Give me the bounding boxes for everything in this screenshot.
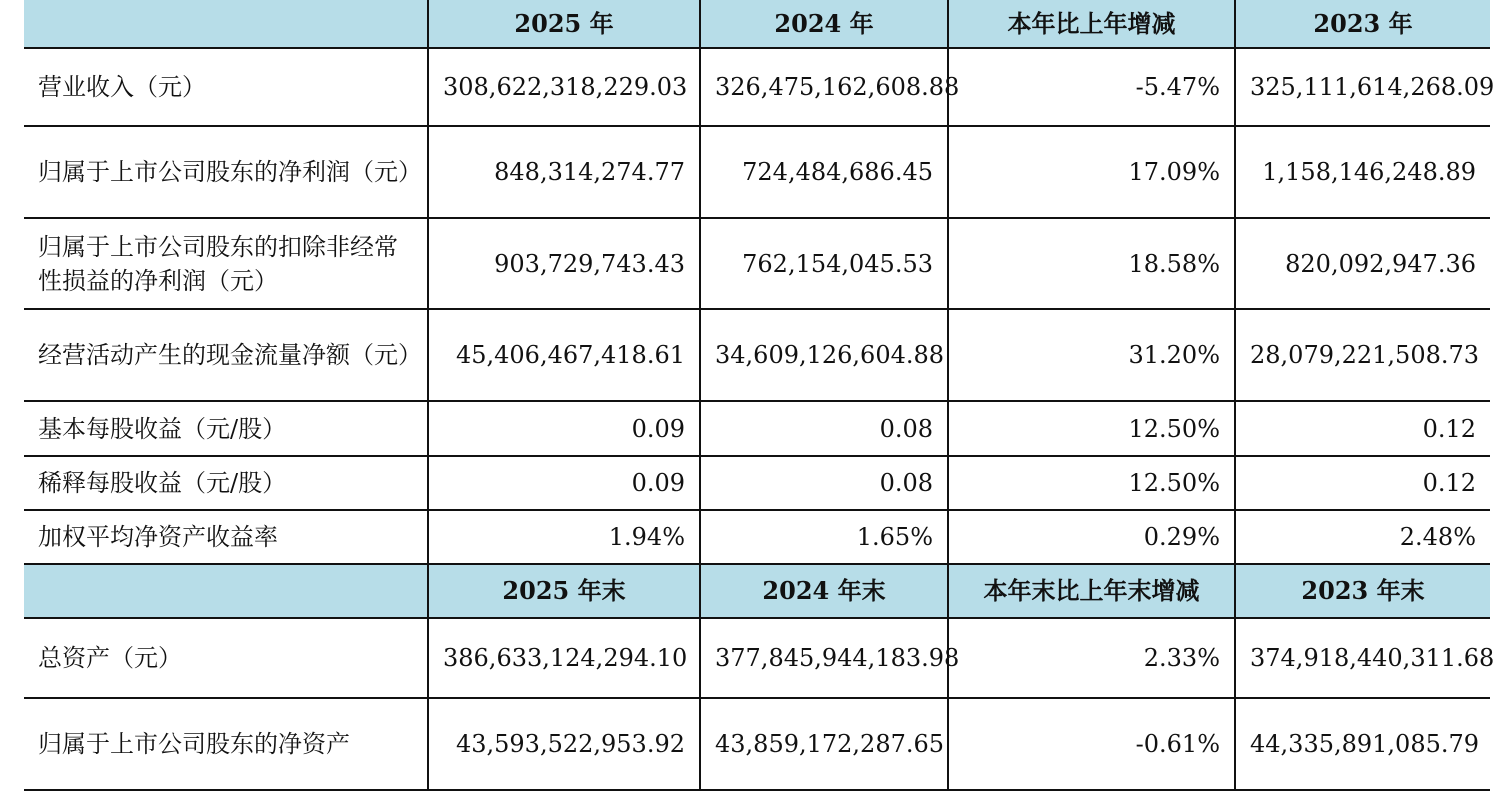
header-col-2024-end: 2024 年末 <box>700 564 948 618</box>
cell-2025: 43,593,522,953.92 <box>428 698 700 790</box>
row-label: 经营活动产生的现金流量净额（元） <box>24 309 428 401</box>
header-row-end <box>24 564 1490 618</box>
table-row <box>24 698 1490 790</box>
row-label: 归属于上市公司股东的净资产 <box>24 698 428 790</box>
financial-summary-table <box>24 0 1495 791</box>
cell-2023: 1,158,146,248.89 <box>1235 126 1490 218</box>
table-row <box>24 618 1490 698</box>
row-label: 总资产（元） <box>24 618 428 698</box>
row-label: 归属于上市公司股东的净利润（元） <box>24 126 428 218</box>
header-col-2025: 2025 年 <box>428 0 700 48</box>
cell-change: -5.47% <box>948 48 1235 126</box>
row-label: 营业收入（元） <box>24 48 428 126</box>
header-row-current <box>24 0 1490 48</box>
header-blank-cell <box>24 564 428 618</box>
row-label: 稀释每股收益（元/股） <box>24 456 428 510</box>
cell-2023: 44,335,891,085.79 <box>1235 698 1490 790</box>
header-col-2023-end: 2023 年末 <box>1235 564 1490 618</box>
cell-2023: 0.12 <box>1235 401 1490 456</box>
cell-2025: 45,406,467,418.61 <box>428 309 700 401</box>
financial-summary-table-wrapper <box>24 0 1495 791</box>
cell-change: 2.33% <box>948 618 1235 698</box>
table-row <box>24 510 1490 564</box>
cell-2025: 0.09 <box>428 456 700 510</box>
cell-change: -0.61% <box>948 698 1235 790</box>
cell-2023: 820,092,947.36 <box>1235 218 1490 309</box>
header-col-change-end: 本年末比上年末增减 <box>948 564 1235 618</box>
cell-2023: 325,111,614,268.09 <box>1235 48 1490 126</box>
cell-change: 12.50% <box>948 401 1235 456</box>
cell-2024: 0.08 <box>700 456 948 510</box>
cell-2024: 1.65% <box>700 510 948 564</box>
cell-change: 18.58% <box>948 218 1235 309</box>
table-row <box>24 48 1490 126</box>
cell-2024: 762,154,045.53 <box>700 218 948 309</box>
row-label: 归属于上市公司股东的扣除非经常性损益的净利润（元） <box>24 218 428 309</box>
cell-2025: 903,729,743.43 <box>428 218 700 309</box>
header-col-2025-end: 2025 年末 <box>428 564 700 618</box>
row-label: 加权平均净资产收益率 <box>24 510 428 564</box>
header-col-change: 本年比上年增减 <box>948 0 1235 48</box>
cell-2023: 2.48% <box>1235 510 1490 564</box>
cell-change: 17.09% <box>948 126 1235 218</box>
table-row <box>24 126 1490 218</box>
table-row <box>24 401 1490 456</box>
cell-2023: 28,079,221,508.73 <box>1235 309 1490 401</box>
cell-2025: 308,622,318,229.03 <box>428 48 700 126</box>
cell-change: 31.20% <box>948 309 1235 401</box>
cell-2023: 0.12 <box>1235 456 1490 510</box>
header-col-2024: 2024 年 <box>700 0 948 48</box>
table-row <box>24 218 1490 309</box>
cell-2024: 43,859,172,287.65 <box>700 698 948 790</box>
header-col-2023: 2023 年 <box>1235 0 1490 48</box>
cell-2024: 0.08 <box>700 401 948 456</box>
cell-2024: 34,609,126,604.88 <box>700 309 948 401</box>
cell-2024: 326,475,162,608.88 <box>700 48 948 126</box>
header-blank-cell <box>24 0 428 48</box>
cell-2025: 1.94% <box>428 510 700 564</box>
cell-2025: 386,633,124,294.10 <box>428 618 700 698</box>
cell-2024: 377,845,944,183.98 <box>700 618 948 698</box>
cell-change: 12.50% <box>948 456 1235 510</box>
table-row <box>24 309 1490 401</box>
table-row <box>24 456 1490 510</box>
cell-change: 0.29% <box>948 510 1235 564</box>
row-label: 基本每股收益（元/股） <box>24 401 428 456</box>
cell-2024: 724,484,686.45 <box>700 126 948 218</box>
cell-2025: 848,314,274.77 <box>428 126 700 218</box>
cell-2025: 0.09 <box>428 401 700 456</box>
cell-2023: 374,918,440,311.68 <box>1235 618 1490 698</box>
